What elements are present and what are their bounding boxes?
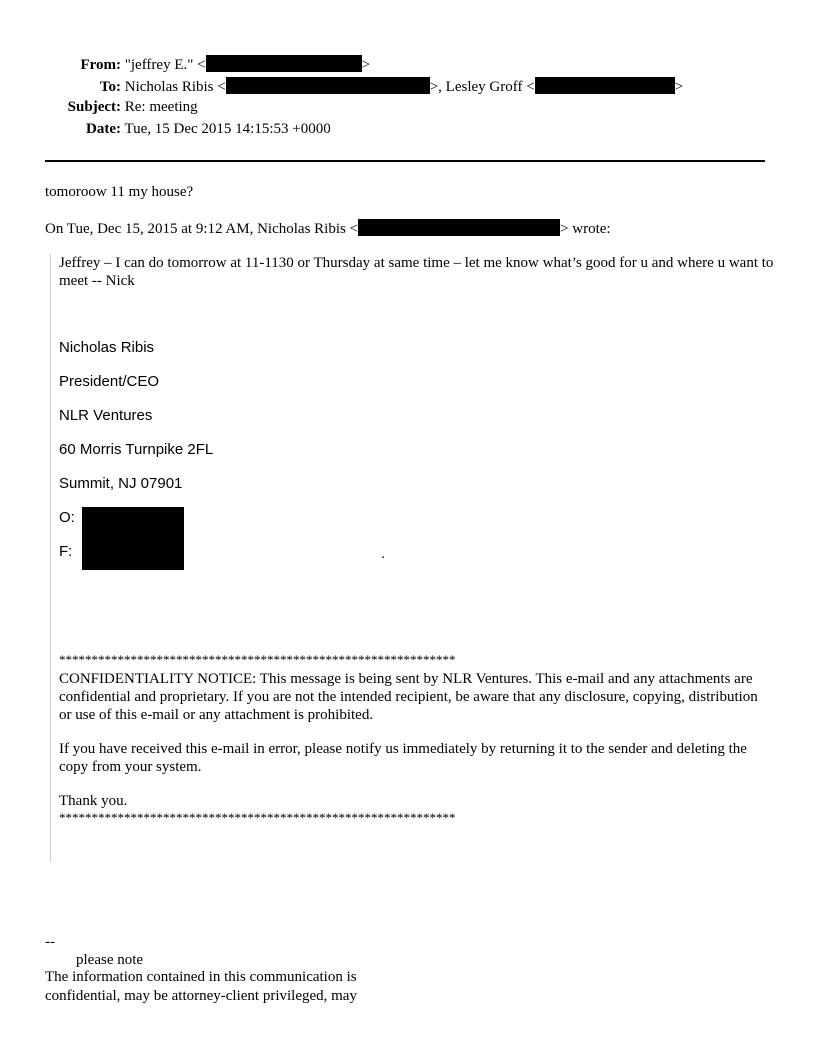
to-recipient-1: Nicholas Ribis < [124, 79, 226, 95]
reply-text: tomoroow 11 my house? [45, 184, 194, 200]
signature-address-line2: Summit, NJ 07901 [59, 475, 183, 492]
from-name: "jeffrey E." < [124, 57, 206, 73]
footer-line-2: confidential, may be attorney-client privileged, may [45, 988, 357, 1004]
subject-line [45, 99, 198, 116]
redaction-box [358, 219, 560, 236]
signature-office-label: O: [59, 509, 75, 526]
redaction-box [82, 507, 184, 570]
error-notice: If you have received this e-mail in error, please notify us immediately by returning it to the sender and deleting the copy from your system. [59, 741, 747, 775]
redaction-box [535, 77, 675, 94]
date-value: Tue, 15 Dec 2015 14:15:53 +0000 [124, 121, 331, 137]
to-label: To: [99, 79, 121, 95]
signature-company: NLR Ventures [59, 407, 153, 424]
quote-bar [50, 254, 51, 862]
to-separator: >, Lesley Groff < [429, 79, 535, 95]
signature-title: President/CEO [59, 373, 160, 390]
redaction-box [206, 55, 362, 72]
confidentiality-notice: CONFIDENTIALITY NOTICE: This message is being sent by NLR Ventures. This e-mail and any attachments are confidential and proprietary. If you are not the intended recipient, be aware that any disclosure, copying, distribution or use of this e-mail or any attachment is prohibited. [59, 671, 758, 723]
thanks-text: Thank you. [59, 793, 128, 809]
date-line [45, 121, 331, 138]
footer-line-1: The information contained in this communication is [45, 969, 357, 985]
signature-name: Nicholas Ribis [59, 339, 155, 356]
signature-address-line1: 60 Morris Turnpike 2FL [59, 441, 214, 458]
footer-please-note: please note [76, 952, 144, 968]
footer-dashes: -- [45, 934, 55, 950]
stars-divider-bottom: ************************************************************* [59, 810, 456, 825]
quoted-message: Jeffrey – I can do tomorrow at 11-1130 or Thursday at same time – let me know what’s good for u and where u want to meet -- Nick [59, 255, 774, 289]
from-close: > [361, 57, 371, 73]
signature-fax-trailing: . [381, 545, 386, 562]
from-label: From: [80, 57, 121, 73]
redaction-box [226, 77, 430, 94]
signature-fax-label: F: [59, 543, 73, 560]
quote-intro-prefix: On Tue, Dec 15, 2015 at 9:12 AM, Nicholas Ribis < [45, 221, 359, 237]
header-divider [45, 160, 765, 162]
date-label: Date: [86, 121, 121, 137]
to-close: > [674, 79, 684, 95]
to-line [45, 77, 683, 96]
quote-intro [45, 219, 611, 238]
quote-intro-suffix: > wrote: [560, 221, 611, 237]
from-line [45, 55, 370, 74]
subject-value: Re: meeting [124, 99, 198, 115]
stars-divider-top: ************************************************************* [59, 652, 456, 667]
subject-label: Subject: [67, 99, 121, 115]
